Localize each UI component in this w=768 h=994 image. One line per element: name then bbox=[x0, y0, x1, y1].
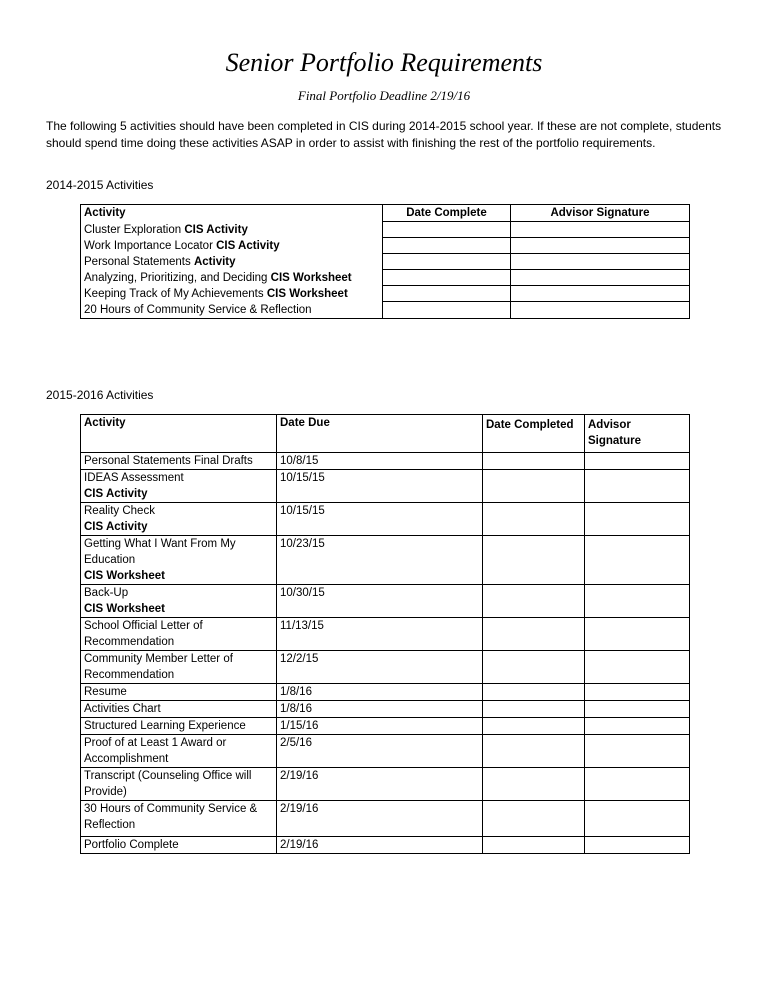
date-due-cell bbox=[277, 503, 483, 536]
activity-cell bbox=[81, 585, 277, 618]
date-due-cell bbox=[277, 768, 483, 801]
date-due-cell bbox=[277, 651, 483, 684]
date-due-cell bbox=[277, 618, 483, 651]
table-header-row bbox=[81, 205, 690, 222]
date-due-cell bbox=[277, 536, 483, 585]
header-activity: Activity bbox=[81, 415, 277, 453]
activity-name: School Official Letter of Recommendation bbox=[84, 620, 203, 648]
date-complete-cell[interactable] bbox=[383, 270, 511, 286]
activity-cell bbox=[81, 222, 383, 238]
table-row bbox=[81, 286, 690, 302]
activity-name: Resume bbox=[84, 686, 127, 698]
date-due-cell bbox=[277, 801, 483, 837]
activity-tag: CIS Activity bbox=[84, 521, 148, 533]
activity-cell bbox=[81, 701, 277, 718]
date-completed-cell[interactable] bbox=[483, 651, 585, 684]
advisor-signature-cell[interactable] bbox=[585, 618, 690, 651]
date-completed-cell[interactable] bbox=[483, 768, 585, 801]
advisor-signature-cell[interactable] bbox=[585, 585, 690, 618]
table-row bbox=[81, 768, 690, 801]
date-complete-cell[interactable] bbox=[383, 254, 511, 270]
activity-name: IDEAS Assessment bbox=[84, 472, 184, 484]
date-due-cell bbox=[277, 735, 483, 768]
date-completed-cell[interactable] bbox=[483, 684, 585, 701]
date-completed-cell[interactable] bbox=[483, 536, 585, 585]
page-title: Senior Portfolio Requirements bbox=[225, 48, 543, 77]
date-due: 1/8/16 bbox=[280, 686, 312, 698]
section-heading-2014: 2014-2015 Activities bbox=[46, 178, 154, 192]
table-row bbox=[81, 585, 690, 618]
activity-name: Portfolio Complete bbox=[84, 839, 179, 851]
date-due-cell bbox=[277, 684, 483, 701]
header-advisor-signature: Advisor Signature bbox=[585, 415, 690, 453]
date-complete-cell[interactable] bbox=[383, 286, 511, 302]
advisor-signature-cell[interactable] bbox=[585, 837, 690, 854]
table-header-row bbox=[81, 415, 690, 453]
activity-name: Activities Chart bbox=[84, 703, 161, 715]
activity-tag: CIS Activity bbox=[184, 223, 248, 236]
header-activity: Activity bbox=[81, 205, 383, 222]
advisor-signature-cell[interactable] bbox=[585, 735, 690, 768]
date-due: 2/19/16 bbox=[280, 770, 319, 782]
date-completed-cell[interactable] bbox=[483, 801, 585, 837]
date-due: 10/23/15 bbox=[280, 538, 325, 550]
advisor-signature-cell[interactable] bbox=[585, 684, 690, 701]
date-due: 2/19/16 bbox=[280, 839, 319, 851]
activity-name: Structured Learning Experience bbox=[84, 720, 246, 732]
activity-name: Community Member Letter of Recommendation bbox=[84, 653, 233, 681]
advisor-signature-cell[interactable] bbox=[511, 254, 690, 270]
table-row bbox=[81, 222, 690, 238]
activity-cell bbox=[81, 238, 383, 254]
activity-name: Work Importance Locator bbox=[84, 239, 213, 252]
advisor-signature-cell[interactable] bbox=[585, 801, 690, 837]
advisor-signature-cell[interactable] bbox=[511, 222, 690, 238]
date-complete-cell[interactable] bbox=[383, 238, 511, 254]
activity-cell bbox=[81, 768, 277, 801]
activity-name: 20 Hours of Community Service & Reflection bbox=[84, 303, 312, 316]
date-completed-cell[interactable] bbox=[483, 718, 585, 735]
table-row bbox=[81, 536, 690, 585]
advisor-signature-cell[interactable] bbox=[511, 238, 690, 254]
date-completed-cell[interactable] bbox=[483, 735, 585, 768]
header-date-due: Date Due bbox=[277, 415, 483, 453]
activity-tag: CIS Worksheet bbox=[270, 271, 352, 284]
activity-cell bbox=[81, 270, 383, 286]
date-due: 1/15/16 bbox=[280, 720, 319, 732]
activity-tag: CIS Worksheet bbox=[84, 603, 165, 615]
activity-cell bbox=[81, 618, 277, 651]
activity-name: Proof of at Least 1 Award or Accomplishment bbox=[84, 737, 227, 765]
activity-tag: CIS Activity bbox=[216, 239, 280, 252]
advisor-signature-cell[interactable] bbox=[511, 270, 690, 286]
date-due: 2/5/16 bbox=[280, 737, 312, 749]
date-due-cell bbox=[277, 701, 483, 718]
advisor-signature-cell[interactable] bbox=[511, 286, 690, 302]
activity-cell bbox=[81, 684, 277, 701]
activity-cell bbox=[81, 735, 277, 768]
table-row bbox=[81, 684, 690, 701]
activity-cell bbox=[81, 536, 277, 585]
date-due-cell bbox=[277, 453, 483, 470]
activity-cell bbox=[81, 286, 383, 302]
table-row bbox=[81, 254, 690, 270]
table-row bbox=[81, 453, 690, 470]
date-completed-cell[interactable] bbox=[483, 503, 585, 536]
activity-name: Transcript (Counseling Office will Provide) bbox=[84, 770, 252, 798]
advisor-signature-cell[interactable] bbox=[585, 536, 690, 585]
activity-cell bbox=[81, 837, 277, 854]
activity-cell bbox=[81, 503, 277, 536]
activity-name: Personal Statements Final Drafts bbox=[84, 455, 253, 467]
header-advisor-signature: Advisor Signature bbox=[511, 205, 690, 222]
activity-cell bbox=[81, 302, 383, 319]
table-row bbox=[81, 735, 690, 768]
date-due: 10/30/15 bbox=[280, 587, 325, 599]
date-due-cell bbox=[277, 585, 483, 618]
header-date-completed: Date Completed bbox=[483, 415, 585, 453]
date-completed-cell[interactable] bbox=[483, 618, 585, 651]
activity-tag: CIS Worksheet bbox=[84, 570, 165, 582]
advisor-signature-cell[interactable] bbox=[585, 453, 690, 470]
date-due: 2/19/16 bbox=[280, 803, 319, 815]
activity-name: Personal Statements bbox=[84, 255, 191, 268]
date-complete-cell[interactable] bbox=[383, 302, 511, 319]
activity-name: Keeping Track of My Achievements bbox=[84, 287, 264, 300]
activity-name: Reality Check bbox=[84, 505, 155, 517]
table-row bbox=[81, 270, 690, 286]
date-completed-cell[interactable] bbox=[483, 470, 585, 503]
deadline-subtitle: Final Portfolio Deadline 2/19/16 bbox=[297, 88, 471, 103]
date-completed-cell[interactable] bbox=[483, 585, 585, 618]
table-row bbox=[81, 302, 690, 319]
activity-cell bbox=[81, 453, 277, 470]
table-row bbox=[81, 718, 690, 735]
table-row bbox=[81, 651, 690, 684]
activity-name: Cluster Exploration bbox=[84, 223, 182, 236]
advisor-signature-cell[interactable] bbox=[585, 470, 690, 503]
activity-cell bbox=[81, 254, 383, 270]
activity-name: Getting What I Want From My Education bbox=[84, 538, 236, 566]
table-row bbox=[81, 801, 690, 837]
table-row bbox=[81, 701, 690, 718]
activities-2015-table bbox=[80, 414, 690, 854]
activity-name: Back-Up bbox=[84, 587, 129, 599]
activity-cell bbox=[81, 718, 277, 735]
date-due: 10/15/15 bbox=[280, 505, 325, 517]
date-complete-cell[interactable] bbox=[383, 222, 511, 238]
activities-2014-table bbox=[80, 204, 690, 319]
table-row bbox=[81, 618, 690, 651]
date-due: 1/8/16 bbox=[280, 703, 312, 715]
intro-paragraph: The following 5 activities should have been completed in CIS during 2014-2015 school year. If these are not complete, students should spend time doing these activities ASAP in order to assist with finishing the rest of the portfolio requirements. bbox=[46, 119, 722, 150]
date-completed-cell[interactable] bbox=[483, 453, 585, 470]
activity-cell bbox=[81, 801, 277, 837]
date-due: 11/13/15 bbox=[280, 620, 324, 632]
advisor-signature-cell[interactable] bbox=[585, 701, 690, 718]
date-due-cell bbox=[277, 718, 483, 735]
date-due-cell bbox=[277, 470, 483, 503]
advisor-signature-cell[interactable] bbox=[585, 651, 690, 684]
activity-tag: CIS Activity bbox=[84, 488, 148, 500]
activity-tag: CIS Worksheet bbox=[266, 287, 348, 300]
section-heading-2015: 2015-2016 Activities bbox=[46, 388, 154, 402]
table-row bbox=[81, 837, 690, 854]
date-completed-cell[interactable] bbox=[483, 701, 585, 718]
date-due: 10/8/15 bbox=[280, 455, 319, 467]
advisor-signature-cell[interactable] bbox=[511, 302, 690, 319]
advisor-signature-cell[interactable] bbox=[585, 503, 690, 536]
date-completed-cell[interactable] bbox=[483, 837, 585, 854]
advisor-signature-cell[interactable] bbox=[585, 718, 690, 735]
activity-cell bbox=[81, 651, 277, 684]
table-row bbox=[81, 238, 690, 254]
activity-tag: Activity bbox=[193, 255, 236, 268]
table-row bbox=[81, 503, 690, 536]
date-due-cell bbox=[277, 837, 483, 854]
date-due: 12/2/15 bbox=[280, 653, 319, 665]
table-row bbox=[81, 470, 690, 503]
header-date-complete: Date Complete bbox=[383, 205, 511, 222]
advisor-signature-cell[interactable] bbox=[585, 768, 690, 801]
activity-name: 30 Hours of Community Service & Reflection bbox=[84, 803, 258, 831]
activity-cell bbox=[81, 470, 277, 503]
activity-name: Analyzing, Prioritizing, and Deciding bbox=[84, 271, 268, 284]
date-due: 10/15/15 bbox=[280, 472, 325, 484]
